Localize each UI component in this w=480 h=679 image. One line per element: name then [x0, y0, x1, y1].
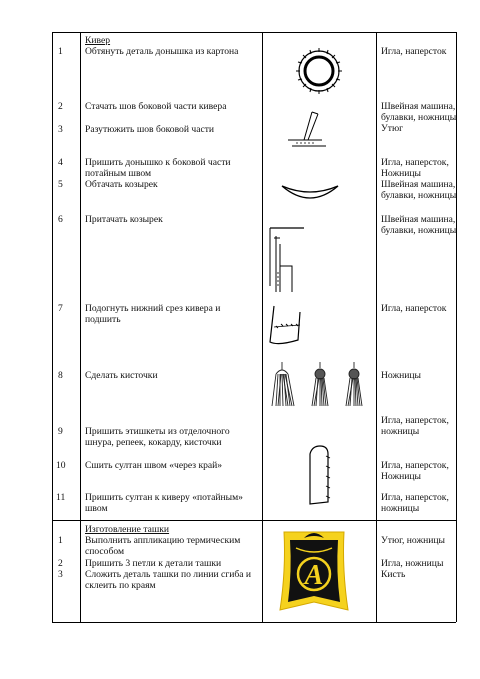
emblem-letter: А: [304, 560, 324, 591]
step-text: Сшить султан швом «через край»: [85, 460, 223, 471]
step-number: 11: [56, 492, 66, 503]
tools-text: Игла, ножницы: [381, 558, 444, 569]
step-number: 2: [58, 101, 63, 112]
table-border-left: [52, 32, 53, 622]
section-divider: [52, 520, 456, 521]
step-text: шнура, репеек, кокарду, кисточки: [85, 437, 222, 448]
step-text: Пришить донышко к боковой части: [85, 157, 231, 168]
step-text: Пришить султан к киверу «потайным»: [85, 492, 243, 503]
section-title-tashka: Изготовление ташки: [85, 524, 170, 535]
tools-text: Кисть: [381, 569, 406, 580]
tools-text: Ножницы: [381, 370, 421, 381]
step-number: 3: [58, 569, 63, 580]
tools-text: Игла, наперсток: [381, 46, 447, 57]
col-divider-2: [262, 32, 263, 622]
round-bottom-illustration: [294, 46, 344, 96]
step-text: Стачать шов боковой части кивера: [85, 101, 227, 112]
tools-text: Игла, наперсток: [381, 303, 447, 314]
step-text: потайным швом: [85, 168, 152, 179]
tools-text: ножницы: [381, 503, 420, 514]
tools-text: Ножницы: [381, 168, 421, 179]
step-text: способом: [85, 546, 125, 557]
step-number: 6: [58, 214, 63, 225]
step-number: 2: [58, 558, 63, 569]
step-text: Сделать кисточки: [85, 370, 158, 381]
tools-text: Игла, наперсток,: [381, 415, 449, 426]
tools-text: Игла, наперсток,: [381, 460, 449, 471]
seam-illustration: [286, 108, 336, 148]
tools-text: Игла, наперсток,: [381, 492, 449, 503]
step-text: Выполнить аппликацию термическим: [85, 535, 241, 546]
tassels-illustration: [270, 360, 370, 410]
tools-text: булавки, ножницы: [381, 112, 457, 123]
hem-illustration: [264, 304, 304, 348]
tools-text: Игла, наперсток,: [381, 157, 449, 168]
step-text: подшить: [85, 314, 121, 325]
visor-attach-illustration: [266, 226, 306, 296]
step-number: 4: [58, 157, 63, 168]
tools-text: Швейная машина,: [381, 214, 456, 225]
tools-text: Утюг, ножницы: [381, 535, 445, 546]
step-text: Обтачать козырек: [85, 179, 158, 190]
tools-text: ножницы: [381, 426, 420, 437]
step-text: Разутюжить шов боковой части: [85, 124, 215, 135]
plume-illustration: [306, 444, 332, 508]
tools-text: Утюг: [381, 123, 404, 134]
step-text: Подогнуть нижний срез кивера и: [85, 303, 221, 314]
visor-illustration: [280, 182, 340, 206]
step-text: швом: [85, 503, 108, 514]
tools-text: булавки, ножницы: [381, 190, 457, 201]
table-border-top: [52, 32, 456, 33]
step-number: 5: [58, 179, 63, 190]
instruction-table: [52, 32, 456, 622]
step-number: 9: [58, 426, 63, 437]
step-text: Сложить деталь ташки по линии сгиба и: [85, 569, 252, 580]
step-number: 10: [56, 460, 66, 471]
section-title-kiver: Кивер: [85, 35, 111, 46]
tools-text: Швейная машина,: [381, 101, 456, 112]
tools-text: булавки, ножницы: [381, 225, 457, 236]
step-text: склеить по краям: [85, 580, 156, 591]
step-number: 1: [58, 46, 63, 57]
step-text: Притачать козырек: [85, 214, 163, 225]
step-text: Пришить этишкеты из отделочного: [85, 426, 230, 437]
step-text: Пришить 3 петли к детали ташки: [85, 558, 222, 569]
col-divider-3: [376, 32, 377, 622]
step-number: 7: [58, 303, 63, 314]
tools-text: Ножницы: [381, 471, 421, 482]
step-number: 3: [58, 124, 63, 135]
col-divider-1: [80, 32, 81, 622]
step-number: 1: [58, 535, 63, 546]
step-text: Обтянуть деталь донышка из картона: [85, 46, 239, 57]
tools-text: Швейная машина,: [381, 179, 456, 190]
tashka-emblem-illustration: [278, 530, 350, 614]
step-number: 8: [58, 370, 63, 381]
table-border-bottom: [52, 622, 456, 623]
